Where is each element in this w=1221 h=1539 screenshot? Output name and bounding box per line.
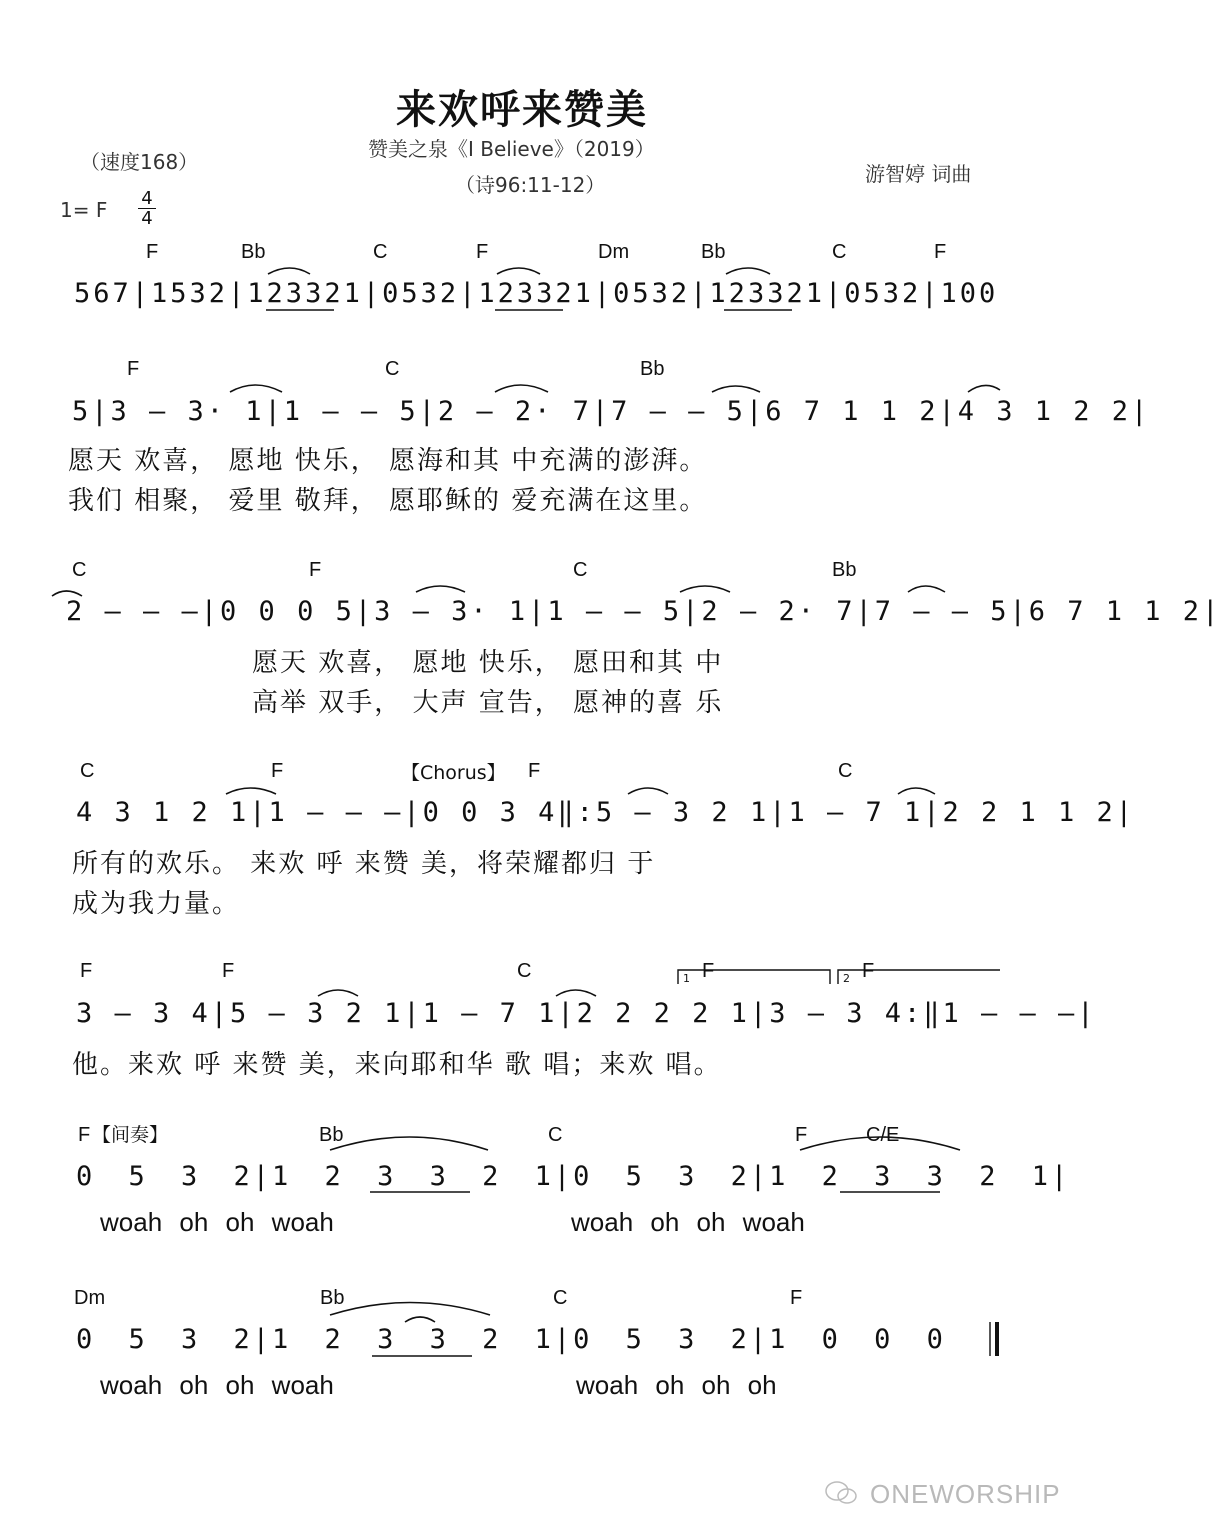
slur [226, 788, 276, 794]
chord: C [373, 241, 388, 263]
final-barline [990, 1322, 997, 1356]
chord: C [80, 760, 95, 782]
slur [800, 1137, 960, 1150]
slur [968, 385, 1000, 392]
notation-line: 4 3 1 2 1|1 – – –|0 0 3 4‖:5 – 3 2 1|1 – 7 1|2 2 1 1 2| [76, 797, 1136, 828]
second-ending-bracket [838, 970, 1000, 984]
slur [712, 386, 760, 392]
chord: F [146, 241, 159, 263]
first-ending-bracket [678, 970, 830, 984]
notation-line: 2 – – –|0 0 0 5|3 – 3· 1|1 – – 5|2 – 2· 7|7 – – 5|6 7 1 1 2| [66, 596, 1221, 627]
lyric-line: 他。来欢 呼 来赞 美，来向耶和华 歌 唱；来欢 唱。 [72, 1050, 722, 1080]
slur [230, 385, 282, 392]
volta-brackets [678, 970, 1000, 984]
chord: F [271, 760, 284, 782]
chord: F [78, 1124, 91, 1146]
scripture-ref: （诗96:11-12） [455, 173, 606, 197]
slur [330, 1303, 490, 1316]
chord: Bb [241, 241, 266, 263]
chord: C [72, 559, 87, 581]
time-sig-top: 4 [141, 188, 153, 209]
lyric-line-verse2: 高举 双手， 大声 宣告， 愿神的喜 乐 [252, 688, 724, 718]
chord: C [832, 241, 847, 263]
lyric-line: woah oh oh woah [571, 1207, 805, 1237]
composer-credit: 游智婷 词曲 [865, 162, 972, 186]
chord: Bb [320, 1287, 345, 1309]
chord: F [476, 241, 489, 263]
chord: Bb [640, 358, 665, 380]
chord: Bb [701, 241, 726, 263]
slur [52, 591, 82, 596]
chord: F [528, 760, 541, 782]
chord: Dm [598, 241, 630, 263]
slur [898, 788, 935, 794]
wechat-icon [824, 1480, 858, 1506]
chord: Dm [74, 1287, 106, 1309]
slur [318, 990, 358, 996]
slur [726, 268, 770, 274]
chord: C [385, 358, 400, 380]
chord: C [553, 1287, 568, 1309]
lyric-line-verse2: 我们 相聚， 爱里 敬拜， 愿耶稣的 爱充满在这里。 [68, 486, 708, 516]
lyric-line-verse2: 成为我力量。 [72, 889, 241, 919]
chord: F [702, 960, 715, 982]
chord: Bb [832, 559, 857, 581]
slur [405, 1317, 435, 1322]
second-ending-label: 2 [843, 972, 850, 985]
first-ending-label: 1 [683, 972, 690, 985]
lyric-line: woah oh oh woah [100, 1370, 334, 1400]
time-sig-bottom: 4 [141, 208, 153, 229]
lyric-line: woah oh oh woah [100, 1207, 334, 1237]
chord: C/E [866, 1124, 900, 1146]
key-signature: 1= F [60, 198, 108, 222]
chord: C [517, 960, 532, 982]
lyric-line-verse1: 愿天 欢喜， 愿地 快乐， 愿田和其 中 [252, 648, 724, 678]
chorus-marker: 【Chorus】 [401, 762, 506, 784]
notation-line: 3 – 3 4|5 – 3 2 1|1 – 7 1|2 2 2 2 1|3 – 3 4:‖1 – – –| [76, 998, 1097, 1029]
song-title: 来欢呼来赞美 [396, 87, 648, 133]
slur [495, 385, 548, 392]
notation-line: 5|3 – 3· 1|1 – – 5|2 – 2· 7|7 – – 5|6 7 1 1 2|4 3 1 2 2| [72, 396, 1151, 427]
slur [680, 586, 730, 592]
watermark-text: ONEWORSHIP [870, 1479, 1061, 1509]
lyric-line: woah oh oh oh [576, 1370, 777, 1400]
slur [268, 268, 310, 274]
chord: C [838, 760, 853, 782]
slur [628, 788, 668, 794]
chord: F [127, 358, 140, 380]
slurs [52, 268, 1000, 1322]
lyric-line-verse1: 所有的欢乐。 来欢 呼 来赞 美，将荣耀都归 于 [72, 849, 656, 879]
slur [330, 1137, 488, 1150]
chord: C [573, 559, 588, 581]
slur [556, 990, 596, 996]
slur [416, 586, 465, 592]
tempo-label: （速度168） [80, 150, 199, 174]
beams [266, 310, 940, 1356]
source-album: 赞美之泉《I Believe》（2019） [368, 137, 655, 161]
chord: C [548, 1124, 563, 1146]
slur [908, 586, 945, 592]
chord: Bb [319, 1124, 344, 1146]
notation-line: 0 5 3 2|1 2 3 3 2 1|0 5 3 2|1 2 3 3 2 1| [76, 1161, 1071, 1192]
chord: F [309, 559, 322, 581]
notation-line: 567|1532|123321|0532|123321|0532|123321|0532|100 [74, 278, 999, 309]
chord: F [222, 960, 235, 982]
interlude-marker: 【间奏】 [92, 1124, 169, 1146]
chord: F [80, 960, 93, 982]
slur [497, 268, 540, 274]
chord: F [795, 1124, 808, 1146]
lyric-line-verse1: 愿天 欢喜， 愿地 快乐， 愿海和其 中充满的澎湃。 [68, 446, 708, 476]
chord: F [862, 960, 875, 982]
chord: F [790, 1287, 803, 1309]
notation-line: 0 5 3 2|1 2 3 3 2 1|0 5 3 2|1 0 0 0 [76, 1324, 946, 1355]
chord: F [934, 241, 947, 263]
